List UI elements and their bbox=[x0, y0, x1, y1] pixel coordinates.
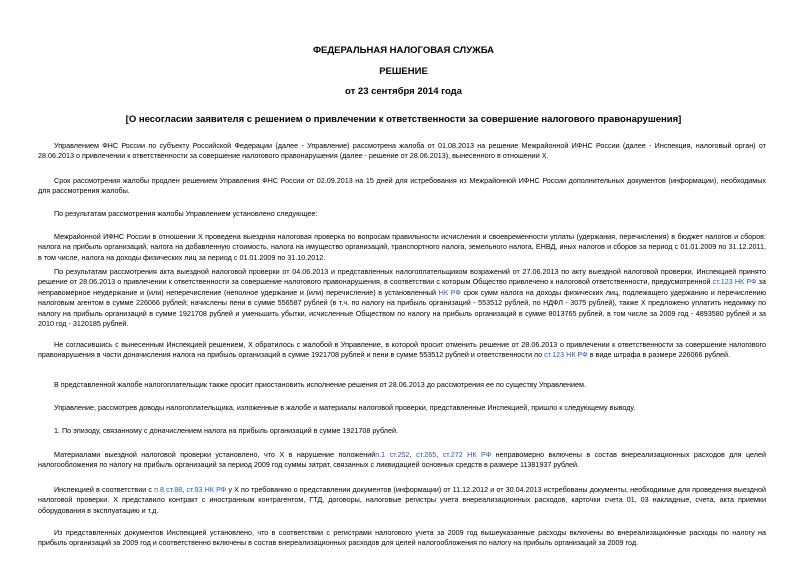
law-link-tax-code[interactable]: НК РФ bbox=[438, 287, 461, 297]
text-segment: неправомерно включены в состав внереализационных расходов для целей налогообложения по налогу на прибыль организаций за период 2009 год суммы затрат, связанных с ликвидацией основных средств в размере 11381937 рублей. bbox=[38, 450, 767, 470]
paragraph-term-extension: Срок рассмотрения жалобы продлен решением Управления ФНС России от 02.09.2013 на 15 дней для истребования из Межрайонной ИФНС России дополнительных документов (информации), необходимых для рассмотрения жалобы. bbox=[38, 176, 766, 196]
paragraph-documents-request bbox=[38, 485, 766, 516]
text-segment: , bbox=[436, 450, 443, 459]
text-segment: Не согласившись с вынесенным Инспекцией решением, Х обратилось с жалобой в Управление, в которой просит отменить решение от 28.06.2013 о привлечении к ответственности за совершение налогового правонарушения в части доначисления налога на прибыль организаций в сумме 1921708 рублей и пени в сумме 553512 рублей и ответственности по bbox=[38, 340, 766, 360]
paragraph-registers-findings: Из представленных документов Инспекцией установлено, что в соответствии с регистрами налогового учета за 2009 год вышеуказанные расходы включены во внереализационные расходы по налогу на прибыль организаций за 2009 год и соответственно включены в состав внереализационных расходов для целей налогообложения по налогу на прибыль организаций за 2009 год. bbox=[38, 528, 766, 548]
paragraph-disagreement bbox=[38, 340, 766, 361]
paragraph-audit-materials bbox=[38, 450, 766, 471]
law-link-art123[interactable]: ст.123 НК РФ bbox=[712, 277, 757, 287]
text-segment: По результатам рассмотрения акта выездной налоговой проверки от 04.06.2013 и представленных налогоплательщиком возражений от 27.06.2013 по акту выездной налоговой проверки, Инспекцией принято решение от 28.06.2013 о привлечении к ответственности за совершение налогового правонарушения, в соответствии с которым Общество привлечено к налоговой ответственности, предусмотренной bbox=[38, 267, 766, 287]
text-segment: , bbox=[182, 485, 187, 494]
paragraph-episode-heading: 1. По эпизоду, связанному с доначислением налога на прибыль организаций в сумме 1921708 рублей. bbox=[54, 426, 398, 435]
document-date: от 23 сентября 2014 года bbox=[345, 86, 462, 97]
law-link-art123[interactable]: ст.123 НК РФ bbox=[544, 350, 588, 360]
paragraph-complaint: Управлением ФНС России по субъекту Российской Федерации (далее - Управление) рассмотрена жалоба от 01.08.2013 на решение Межрайонной ИФНС России (далее - Инспекция, налоговый орган) от 28.06.2013 о привлечении к ответственности за совершение налогового правонарушения (далее - решение от 28.06.2013), вынесенного в отношении Х. bbox=[38, 141, 766, 161]
text-segment: в виде штрафа в размере 226066 рублей. bbox=[587, 350, 731, 360]
law-link-art272[interactable]: ст.272 НК РФ bbox=[442, 450, 492, 459]
paragraph-conclusion-intro: Управление, рассмотрев доводы налогоплательщика, изложенные в жалобе и материалы налоговой проверки, представленные Инспекцией, пришло к следующему выводу. bbox=[54, 403, 636, 412]
document-subject: [О несогласии заявителя с решением о привлечении к ответственности за совершение налогового правонарушения] bbox=[125, 114, 682, 125]
text-segment: , bbox=[409, 450, 417, 459]
text-segment: за неправомерное неудержание и (или) неперечисление (неполное удержание и (или) перечисление) в установленный bbox=[38, 277, 766, 297]
paragraph-audit-scope: Межрайонной ИФНС России в отношении Х проведена выездная налоговая проверка по вопросам правильности исчисления и своевременности уплаты (удержания, перечисления) в бюджет налогов и сборов: налога на прибыль организаций, налога на добавленную стоимость, налога на имущество организаций, транспортного налога, земельного налога, ЕНВД, иных налогов и сборов за период с 01.01.2009 по 31.12.2011, в том числе, налога на доходы физических лиц за период с 01.01.2009 по 31.10.2012. bbox=[38, 232, 766, 262]
document-type: РЕШЕНИЕ bbox=[379, 66, 428, 77]
law-link-art265[interactable]: ст.265 bbox=[416, 450, 437, 459]
text-segment: Материалами выездной налоговой проверки установлено, что Х в нарушение положений bbox=[54, 450, 376, 459]
law-link-art93[interactable]: ст.93 НК РФ bbox=[186, 485, 227, 494]
text-segment: у Х по требованию о представлении документов (информации) от 11.12.2012 и от 30.04.2013 истребованы документы, необходимые для проведения выездной налоговой проверки. Х представило контракт с иностранным контрагентом, ГТД, договоры, налоговые регистры учета внереализационных расходов, карточки счета 01, 03 накладные, счета, акта приемки оборудования в эксплуатацию и т.д. bbox=[38, 485, 766, 515]
paragraph-findings-intro: По результатам рассмотрения жалобы Управлением установлено следующее: bbox=[54, 209, 318, 218]
paragraph-suspension-request: В представленной жалобе налогоплательщик также просит приостановить исполнение решения от 28.06.2013 до рассмотрения ее по существу Управлением. bbox=[54, 380, 586, 389]
text-segment: срок сумм налога на доходы физических лиц, подлежащего удержанию и перечислению налоговым агентом в сумме 226066 рублей; начислены пени в сумме 556587 рублей (в т.ч. по налогу на прибыль организаций - 553512 рублей, по НДФЛ - 3075 рублей), также Х предложено уплатить недоимку по налогу на прибыль организаций в сумме 1921708 рублей и уменьшить убытки, исчисленные Обществом по налогу на прибыль организаций в сумме 8013765 рублей, в том числе за 2009 год - 4893580 рублей и за 2010 год - 3120185 рублей. bbox=[38, 287, 766, 329]
text-segment: Инспекцией в соответствии с bbox=[54, 485, 155, 494]
law-link-art88[interactable]: п.8 ст.88 bbox=[154, 485, 183, 494]
law-link-art252[interactable]: п.1 ст.252 bbox=[375, 450, 410, 459]
agency-title: ФЕДЕРАЛЬНАЯ НАЛОГОВАЯ СЛУЖБА bbox=[312, 45, 495, 56]
paragraph-audit-results bbox=[38, 267, 766, 329]
